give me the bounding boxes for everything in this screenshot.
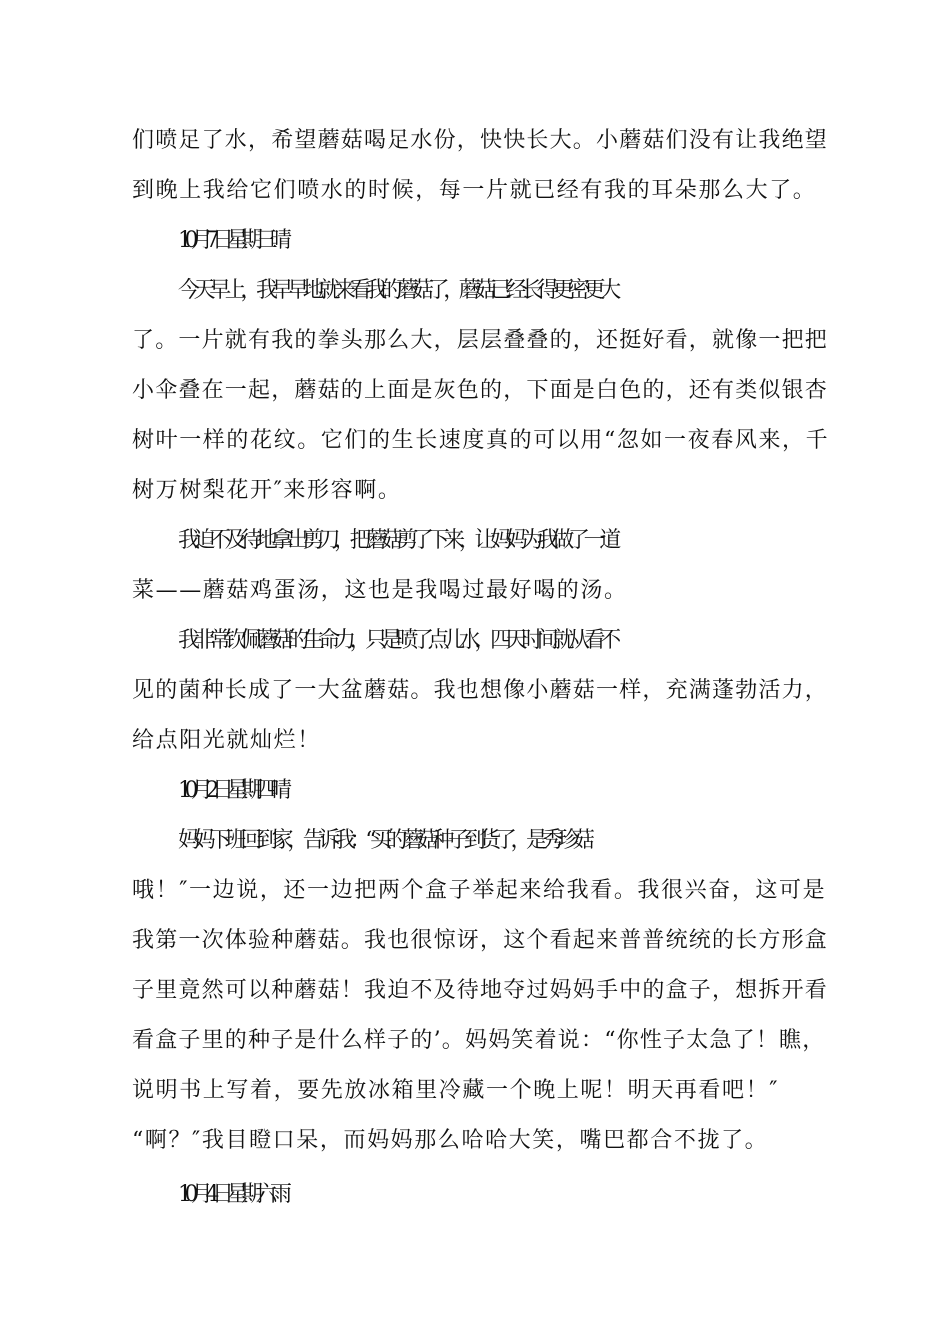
text-line: 们喷足了水，希望蘑菇喝足水份，快快长大。小蘑菇们没有让我绝望 (132, 128, 829, 153)
text-line: 看盒子里的种子是什么样子的’。妈妈笑着说：“你性子太急了！瞧， (132, 1028, 826, 1053)
paragraph-first-line: 今天早上，我早早地就来看我的蘑菇了，蘑菇已经长得更密更大 (178, 278, 615, 303)
text-line: 菜——蘑菇鸡蛋汤，这也是我喝过最好喝的汤。 (132, 578, 628, 603)
text-line: 见的菌种长成了一大盆蘑菇。我也想像小蘑菇一样，充满蓬勃活力， (132, 678, 829, 703)
paragraph-first-line: 我迫不及待地拿出剪刀，把蘑菇剪了下来，让妈妈为我做了一道 (178, 528, 615, 553)
text-line: 我第一次体验种蘑菇。我也很惊讶，这个看起来普普统统的长方形盒 (132, 928, 829, 953)
text-line: 了。一片就有我的拳头那么大，层层叠叠的，还挺好看，就像一把把 (132, 328, 829, 353)
date-heading: 10月4日星期六雨 (178, 1182, 285, 1207)
date-heading: 10月7日星期三晴 (178, 228, 285, 253)
text-line: 哦！″一边说，还一边把两个盒子举起来给我看。我很兴奋，这可是 (132, 878, 827, 903)
text-line: 给点阳光就灿烂！ (132, 728, 321, 753)
text-line: 说明书上写着，要先放冰箱里冷藏一个晚上呢！明天再看吧！″ (132, 1078, 780, 1103)
text-line: 小伞叠在一起，蘑菇的上面是灰色的，下面是白色的，还有类似银杏 (132, 378, 829, 403)
text-line: “啊？″我目瞪口呆，而妈妈那么哈哈大笑，嘴巴都合不拢了。 (132, 1128, 769, 1153)
text-line: 树叶一样的花纹。它们的生长速度真的可以用“忽如一夜春风来，千 (132, 428, 830, 453)
text-line: 树万树梨花开″来形容啊。 (132, 478, 402, 503)
date-heading: 10月2日星期四晴 (178, 778, 285, 803)
paragraph-first-line: 妈妈下班回到家，告诉我：“买的蘑菇种子到货了，是秀珍菇 (178, 828, 589, 853)
text-line: 到晚上我给它们喷水的时候，每一片就已经有我的耳朵那么大了。 (132, 178, 817, 203)
paragraph-first-line: 我非常钦佩蘑菇的生命力，只是喷了点儿水，四天时间就从看不 (178, 628, 615, 653)
text-line: 子里竟然可以种蘑菇！我迫不及待地夺过妈妈手中的盒子，想拆开看 (132, 978, 829, 1003)
